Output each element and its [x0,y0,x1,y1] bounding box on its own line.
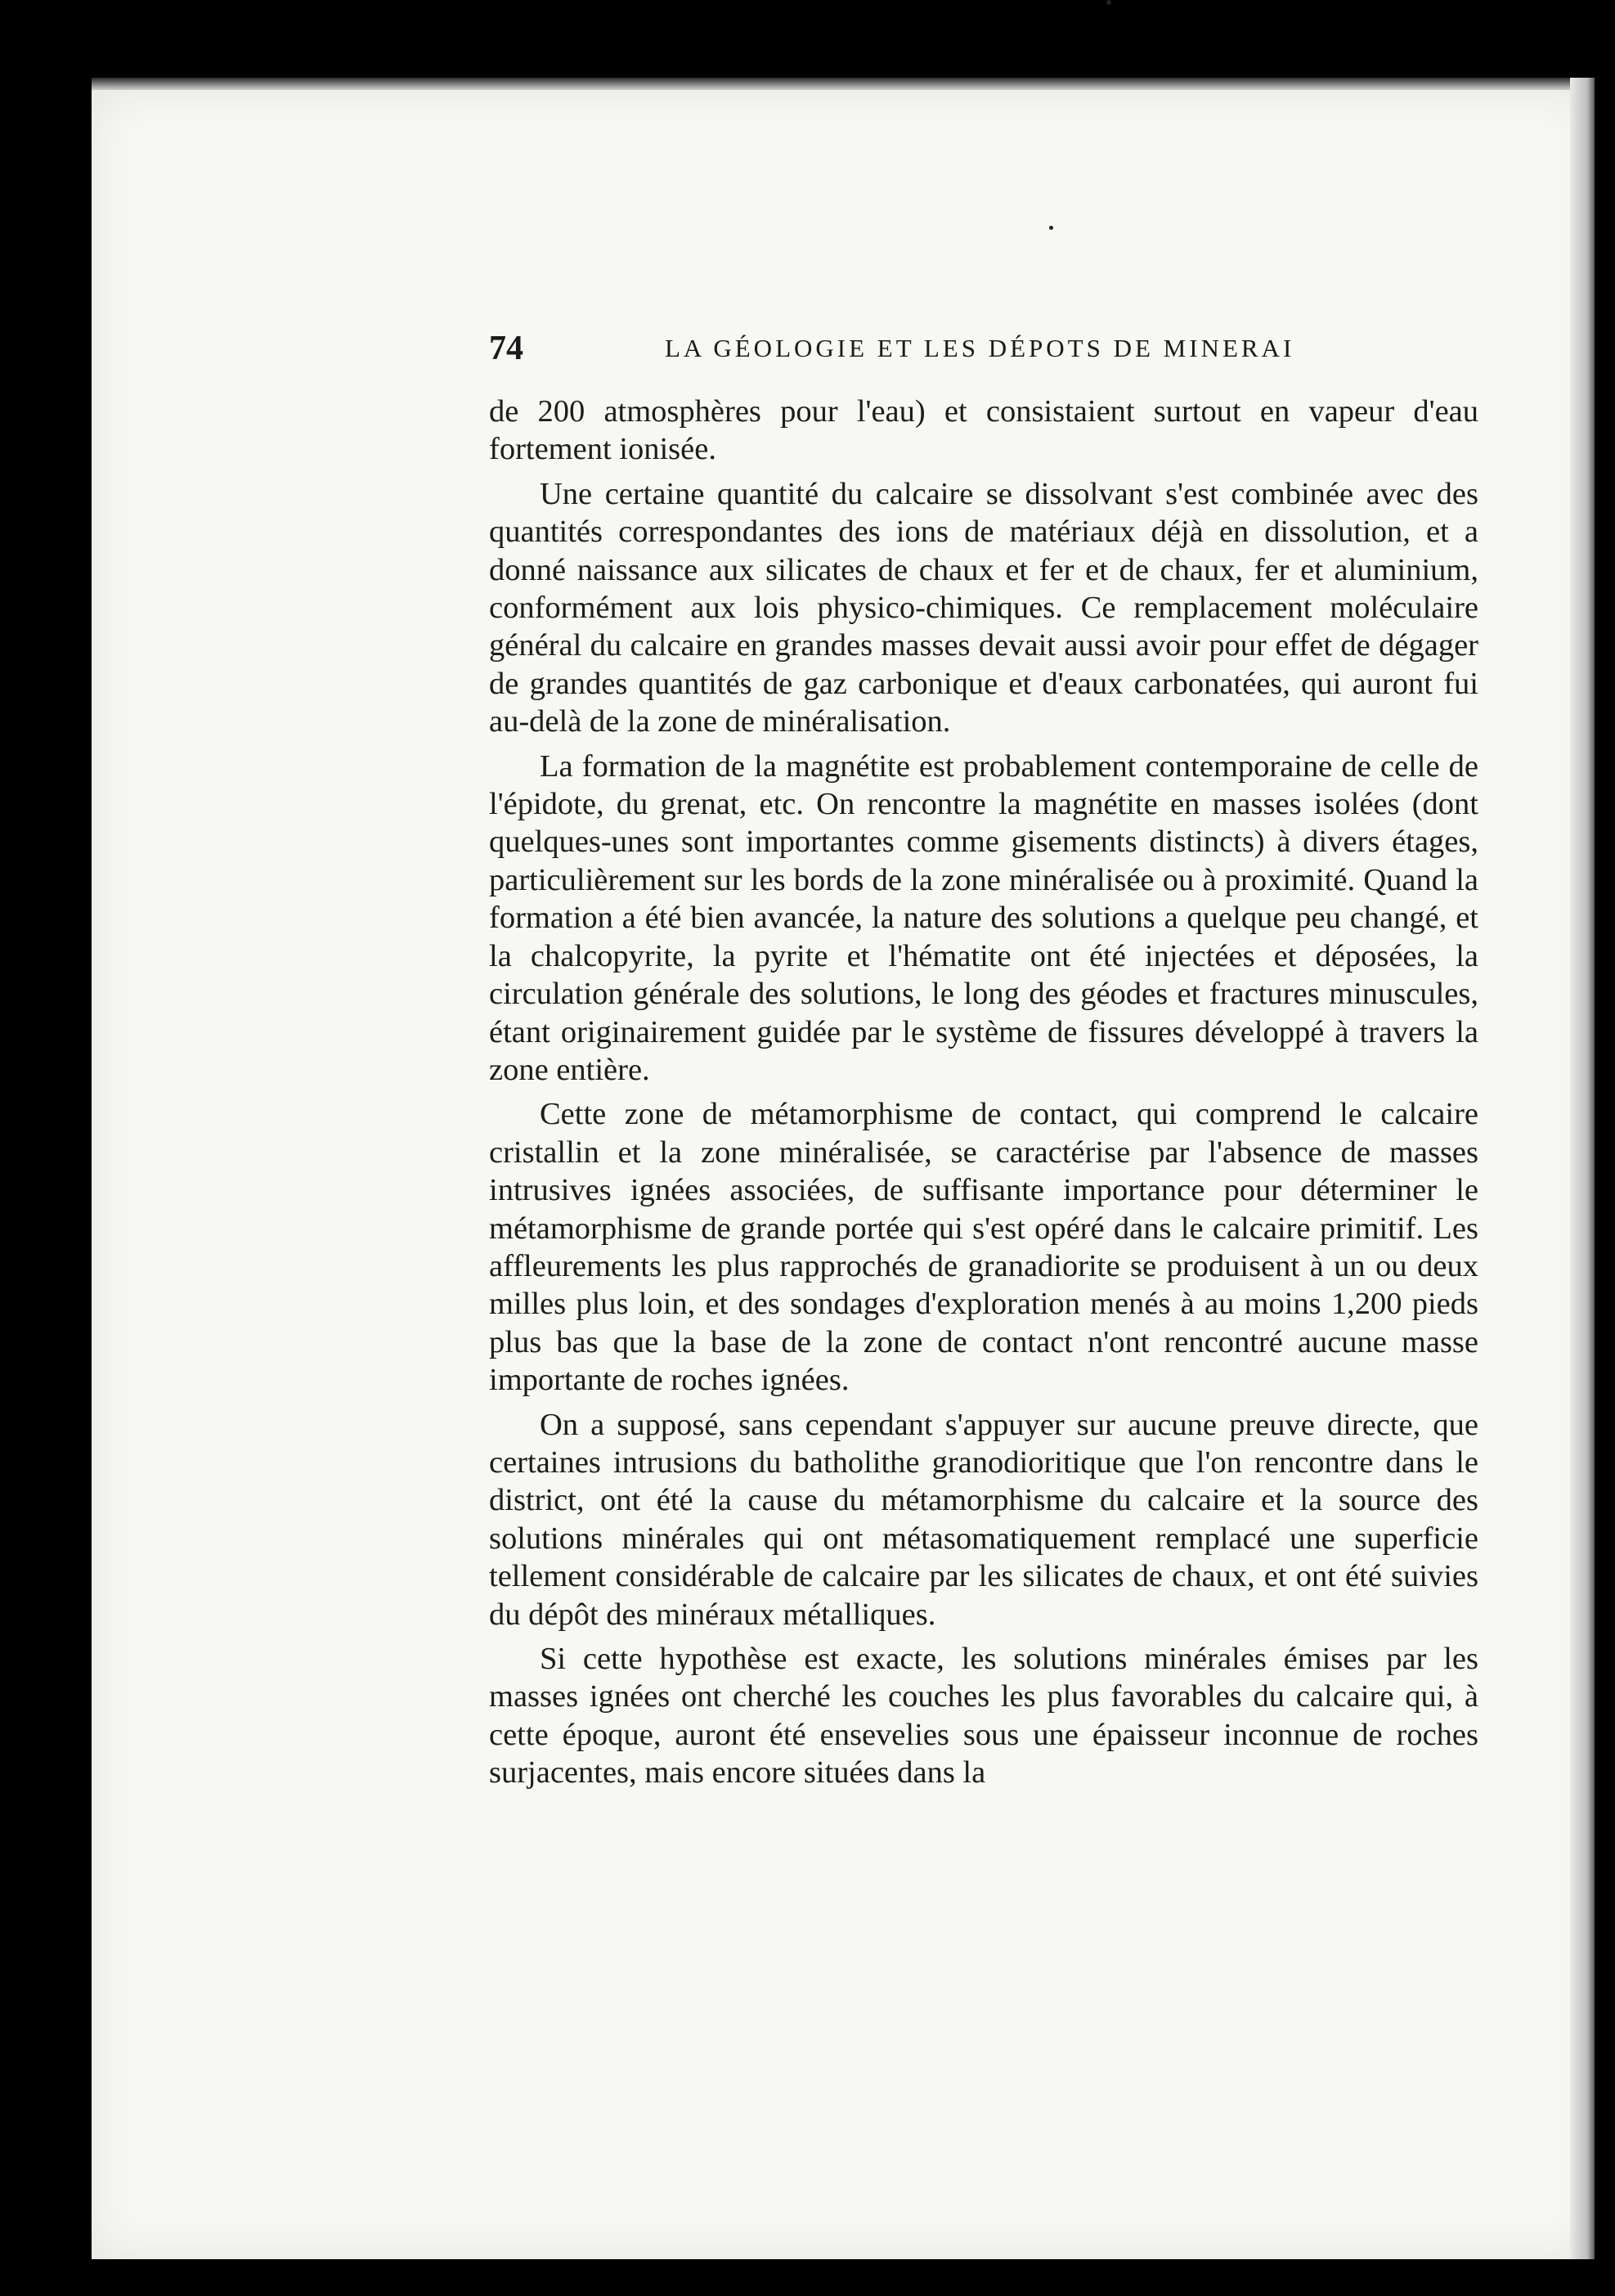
paragraph: La formation de la magnétite est probablement contemporaine de celle de l'épidote, du grenat, etc. On rencontre la magnétite en masses isolées (dont quelques-unes sont importantes comme gisements distincts) à divers étages, particulièrement sur les bords de la zone minéralisée ou à proximité. Quand la formation a été bien avancée, la nature des solutions a quelque peu changé, et la chalcopyrite, la pyrite et l'hématite ont été injectées et déposées, la circulation générale des solutions, le long des géodes et fractures minuscules, étant originairement guidée par le système de fissures développé à travers la zone entière. [489,748,1478,1087]
paragraph: Cette zone de métamorphisme de contact, qui comprend le calcaire cristallin et la zone minéralisée, se caractérise par l'absence de masses intrusives ignées associées, de suffisante importance pour déterminer le métamorphisme de grande portée qui s'est opéré dans le calcaire primitif. Les affleurements les plus rapprochés de granadiorite se produisent à un ou deux milles plus loin, et des sondages d'exploration menés à au moins 1,200 pieds plus bas que la base de la zone de contact n'ont rencontré aucune masse importante de roches ignées. [489,1097,1478,1398]
page-right-edge [1570,78,1595,2259]
dust-speck [1049,226,1053,230]
paragraph: Si cette hypothèse est exacte, les solutions minérales émises par les masses ignées ont cherché les couches les plus favorables du calcaire qui, à cette époque, auront été ensevelies sous une épaisseur inconnue de roches surjacentes, mais encore situées dans la [489,1642,1478,1791]
page-number: 74 [489,330,523,367]
dust-speck [1106,0,1111,5]
body-text [489,393,1478,1799]
running-title: LA GÉOLOGIE ET LES DÉPOTS DE MINERAI [665,334,1295,362]
page-header [489,329,1496,378]
paragraph: On a supposé, sans cependant s'appuyer sur aucune preuve directe, que certaines intrusions du batholithe granodioritique que l'on rencontre dans le district, ont été la cause du métamorphisme du calcaire et la source des solutions minérales qui ont métasomatiquement remplacé une superficie tellement considérable de calcaire par les silicates de chaux, et ont été suivies du dépôt des minéraux métalliques. [489,1407,1478,1632]
paragraph: Une certaine quantité du calcaire se dissolvant s'est combinée avec des quantités correspondantes des ions de matériaux déjà en dissolution, et a donné naissance aux silicates de chaux et fer et de chaux, fer et aluminium, conformément aux lois physico-chimiques. Ce remplacement moléculaire général du calcaire en grandes masses devait aussi avoir pour effet de dégager de grandes quantités de gaz carbonique et d'eaux carbonatées, qui auront fui au-delà de la zone de minéralisation. [489,476,1478,739]
paragraph: de 200 atmosphères pour l'eau) et consistaient surtout en vapeur d'eau fortement ionisée. [489,394,1478,467]
